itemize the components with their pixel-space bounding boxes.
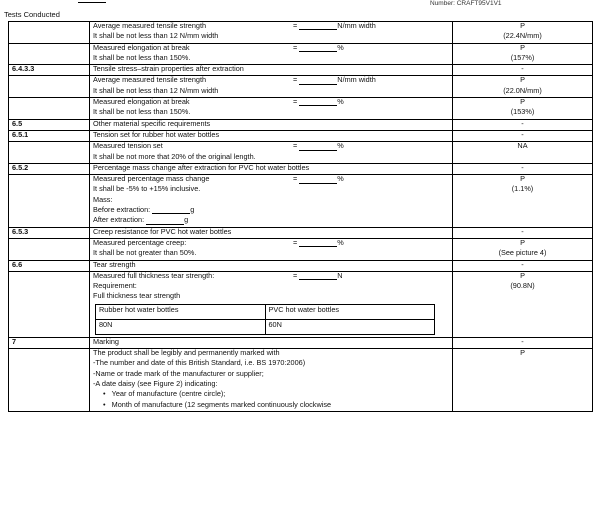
requirement-cell [90, 43, 453, 65]
verdict-cell [453, 98, 593, 120]
unit-label: % [337, 142, 344, 151]
blank-line [299, 77, 337, 85]
clause-title [90, 130, 453, 141]
requirement-text: -Name or trade mark of the manufacturer or supplier; [93, 369, 264, 378]
requirement-cell [90, 142, 453, 164]
requirement-cell [90, 349, 453, 412]
equals-sign: = [293, 43, 298, 52]
verdict: - [453, 119, 593, 130]
requirement-text: Measured elongation at break [93, 98, 190, 107]
unit-label: % [337, 98, 344, 107]
bullet-text: Year of manufacture (centre circle); [111, 390, 226, 399]
table-row [9, 43, 593, 65]
clause-number: 6.5.1 [9, 130, 90, 141]
verdict: NA [517, 142, 528, 151]
verdict-cell [453, 22, 593, 44]
verdict: P [520, 238, 525, 247]
requirement-cell [90, 271, 453, 337]
equals-sign: = [293, 22, 298, 30]
clause-title-text: Marking [93, 337, 119, 346]
requirement-text: Measured full thickness tear strength: [93, 271, 215, 280]
result-value: (22.0N/mm) [503, 86, 542, 95]
verdict: P [520, 98, 525, 107]
tests-table [8, 21, 593, 412]
clause-cell [9, 22, 90, 44]
verdict-cell [453, 43, 593, 65]
blank-line [299, 239, 337, 247]
clause-number: 6.5.3 [9, 227, 90, 238]
verdict: P [520, 22, 525, 30]
verdict-cell [453, 349, 593, 412]
clause-number: 7 [9, 337, 90, 348]
requirement-label: Requirement: [93, 282, 137, 291]
clause-number: 6.5 [9, 119, 90, 130]
verdict: P [520, 43, 525, 52]
requirement-text: The product shall be legibly and permanently marked with [93, 349, 280, 358]
equals-sign: = [293, 175, 298, 184]
unit-label: % [337, 175, 344, 184]
table-row [9, 98, 593, 120]
verdict: P [520, 349, 525, 358]
table-row [9, 349, 593, 412]
requirement-cell [90, 22, 453, 44]
equals-sign: = [293, 142, 298, 151]
header-underline [78, 2, 106, 3]
blank-line [299, 98, 337, 106]
verdict: P [520, 76, 525, 85]
result-value: (153%) [510, 108, 535, 117]
verdict: - [453, 227, 593, 238]
requirement-cell [90, 98, 453, 120]
inner-value: 80N [96, 319, 266, 334]
clause-cell [9, 238, 90, 260]
table-row [9, 175, 593, 227]
clause-title [90, 65, 453, 76]
equals-sign: = [293, 271, 298, 280]
equals-sign: = [293, 238, 298, 247]
unit-label: N/mm width [337, 22, 376, 30]
mass-label: Mass: [93, 195, 113, 204]
criterion-text: It shall be -5% to +15% inclusive. [93, 185, 201, 194]
requirement-text: Measured percentage creep: [93, 238, 187, 247]
table-row [9, 163, 593, 174]
clause-title-text: Other material specific requirements [93, 119, 211, 128]
verdict: - [453, 163, 593, 174]
requirement-text: Measured percentage mass change [93, 175, 210, 184]
requirement-cell [90, 175, 453, 227]
clause-title [90, 260, 453, 271]
table-row [9, 260, 593, 271]
verdict: P [520, 175, 525, 184]
clause-title [90, 163, 453, 174]
bullet-item: • Year of manufacture (centre circle); [103, 390, 226, 399]
unit-label: g [190, 206, 195, 215]
table-row [9, 227, 593, 238]
result-value: (22.4N/mm) [503, 32, 542, 41]
criterion-text: It shall be not more that 20% of the original length. [93, 152, 256, 161]
inner-value-row [96, 319, 435, 334]
clause-title-text: Tear strength [93, 260, 136, 269]
verdict-cell [453, 238, 593, 260]
verdict-cell [453, 271, 593, 337]
criterion-text: It shall be not less than 150%. [93, 53, 191, 62]
unit-label: % [337, 238, 344, 247]
clause-cell [9, 349, 90, 412]
table-row [9, 130, 593, 141]
clause-title-text: Tension set for rubber hot water bottles [93, 130, 220, 139]
clause-title [90, 119, 453, 130]
clause-cell [9, 76, 90, 98]
blank-line [299, 143, 337, 151]
table-row [9, 238, 593, 260]
criterion-text: It shall be not less than 12 N/mm width [93, 32, 219, 41]
clause-cell [9, 98, 90, 120]
clause-number: 6.5.2 [9, 163, 90, 174]
result-value: (See picture 4) [498, 249, 547, 258]
requirement-text: -A date daisy (see Figure 2) indicating: [93, 379, 218, 388]
blank-line [299, 22, 337, 30]
unit-label: N [337, 271, 343, 280]
clause-title-text: Tensile stress–strain properties after extraction [93, 65, 244, 74]
criterion-text: It shall be not greater than 50%. [93, 249, 197, 258]
bullet-item: • Month of manufacture (12 segments marked continuously clockwise [103, 400, 332, 409]
table-row [9, 337, 593, 348]
report-number: Number: CRAFT95V1V1 [430, 0, 502, 7]
clause-cell [9, 271, 90, 337]
blank-line [152, 206, 190, 214]
clause-title [90, 227, 453, 238]
section-title: Tests Conducted [4, 10, 60, 19]
clause-number: 6.4.3.3 [9, 65, 90, 76]
requirement-cell [90, 76, 453, 98]
unit-label: g [184, 216, 189, 225]
verdict: - [453, 130, 593, 141]
verdict-cell [453, 76, 593, 98]
blank-line [299, 44, 337, 52]
inner-value: 60N [265, 319, 435, 334]
result-value: (157%) [510, 53, 535, 62]
equals-sign: = [293, 98, 298, 107]
blank-line [146, 217, 184, 225]
verdict: - [453, 65, 593, 76]
requirement-text: Average measured tensile strength [93, 76, 207, 85]
clause-title [90, 337, 453, 348]
requirement-cell [90, 238, 453, 260]
verdict-cell [453, 175, 593, 227]
criterion-text: It shall be not less than 150%. [93, 108, 191, 117]
equals-sign: = [293, 76, 298, 85]
table-row [9, 142, 593, 164]
table-row [9, 119, 593, 130]
unit-label: % [337, 43, 344, 52]
result-value: (90.8N) [510, 282, 535, 291]
table-row [9, 22, 593, 44]
verdict: - [453, 337, 593, 348]
blank-line [299, 176, 337, 184]
tear-strength-table [95, 304, 435, 335]
clause-cell [9, 43, 90, 65]
criterion-text: It shall be not less than 12 N/mm width [93, 86, 219, 95]
criterion-text: Full thickness tear strength [93, 292, 181, 301]
requirement-text: Average measured tensile strength [93, 22, 207, 30]
bullet-text: Month of manufacture (12 segments marked continuously clockwise [111, 400, 332, 409]
inner-header-row [96, 304, 435, 319]
table-row [9, 76, 593, 98]
table-row [9, 65, 593, 76]
unit-label: N/mm width [337, 76, 376, 85]
clause-cell [9, 175, 90, 227]
page-header [0, 0, 600, 10]
verdict: P [520, 271, 525, 280]
clause-title-text: Percentage mass change after extraction for PVC hot water bottles [93, 163, 310, 172]
clause-number: 6.6 [9, 260, 90, 271]
requirement-text: Measured tension set [93, 142, 163, 151]
inner-header: Rubber hot water bottles [96, 304, 266, 319]
verdict-cell [453, 142, 593, 164]
before-extraction-label: Before extraction: [93, 206, 151, 215]
table-row [9, 271, 593, 337]
after-extraction-label: After extraction: [93, 216, 145, 225]
clause-title-text: Creep resistance for PVC hot water bottles [93, 227, 232, 236]
requirement-text: Measured elongation at break [93, 43, 190, 52]
verdict: - [453, 260, 593, 271]
inner-header: PVC hot water bottles [265, 304, 435, 319]
requirement-text: -The number and date of this British Standard, i.e. BS 1970:2006) [93, 359, 306, 368]
blank-line [299, 272, 337, 280]
result-value: (1.1%) [511, 185, 534, 194]
clause-cell [9, 142, 90, 164]
